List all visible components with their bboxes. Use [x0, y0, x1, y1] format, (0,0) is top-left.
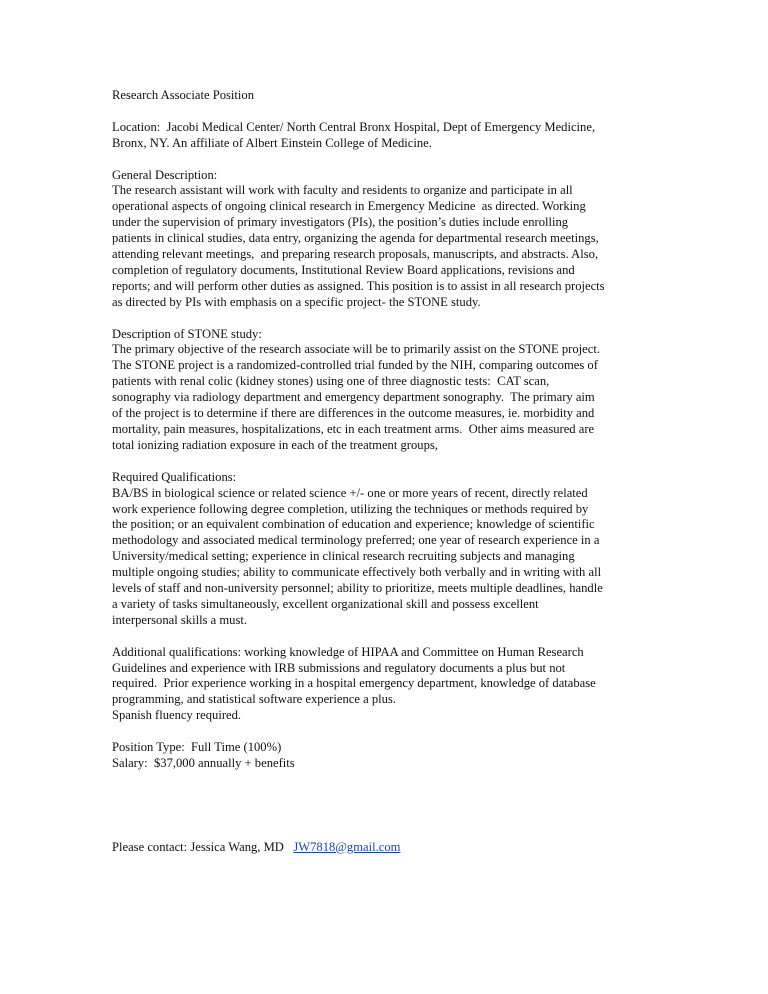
spacer [112, 788, 660, 840]
contact-label: Please contact: Jessica Wang, MD [112, 839, 294, 854]
paragraph-line: as directed by PIs with emphasis on a specific project- the STONE study. [112, 294, 481, 309]
paragraph-line: work experience following degree completion, utilizing the techniques or methods required by [112, 501, 589, 516]
location-line: Location: Jacobi Medical Center/ North Central Bronx Hospital, Dept of Emergency Medicine, [112, 119, 596, 134]
paragraph-line: The research assistant will work with faculty and residents to organize and participate in all [112, 183, 573, 198]
paragraph-line: completion of regulatory documents, Institutional Review Board applications, revisions and [112, 262, 575, 277]
paragraph-line: reports; and will perform other duties as assigned. This position is to assist in all research projects [112, 278, 605, 293]
paragraph-line: mortality, pain measures, hospitalizations, etc in each treatment arms. Other aims measured are [112, 421, 595, 436]
paragraph-line: interpersonal skills a must. [112, 612, 248, 627]
paragraph-line: The primary objective of the research associate will be to primarily assist on the STONE project. [112, 342, 600, 357]
section-heading: Description of STONE study: [112, 326, 262, 341]
paragraph-line: required. Prior experience working in a hospital emergency department, knowledge of database [112, 676, 596, 691]
salary-line: Salary: $37,000 annually + benefits [112, 755, 295, 770]
paragraph-line: total ionizing radiation exposure in each of the treatment groups, [112, 437, 438, 452]
email-link[interactable]: JW7818@gmail.com [293, 839, 401, 854]
paragraph-line: The STONE project is a randomized-controlled trial funded by the NIH, comparing outcomes of [112, 358, 598, 373]
paragraph-line: Guidelines and experience with IRB submissions and regulatory documents a plus but not [112, 660, 566, 675]
document-title [112, 88, 660, 104]
position-type-line: Position Type: Full Time (100%) [112, 740, 282, 755]
paragraph-line: sonography via radiology department and emergency department sonography. The primary aim [112, 390, 595, 405]
stone-study-section [112, 327, 660, 454]
position-details-section [112, 740, 660, 772]
paragraph-line: Additional qualifications: working knowledge of HIPAA and Committee on Human Research [112, 644, 584, 659]
paragraph-line: under the supervision of primary investigators (PIs), the position’s duties include enrolling [112, 215, 569, 230]
paragraph-line: a variety of tasks simultaneously, excellent organizational skill and possess excellent [112, 596, 539, 611]
location-section [112, 120, 660, 152]
required-qualifications-section [112, 470, 660, 629]
paragraph-line: of the project is to determine if there are differences in the outcome measures, ie. morbidity and [112, 406, 595, 421]
paragraph-line: patients in clinical studies, data entry, organizing the agenda for departmental research meetings, [112, 231, 599, 246]
paragraph-line: multiple ongoing studies; ability to communicate effectively both verbally and in writing with all [112, 565, 602, 580]
document-page [112, 88, 660, 856]
location-line: Bronx, NY. An affiliate of Albert Einstein College of Medicine. [112, 135, 432, 150]
paragraph-line: University/medical setting; experience in clinical research recruiting subjects and managing [112, 549, 575, 564]
paragraph-line: attending relevant meetings, and preparing research proposals, manuscripts, and abstracts. Also, [112, 247, 599, 262]
section-heading: Required Qualifications: [112, 469, 237, 484]
title-text: Research Associate Position [112, 88, 255, 102]
section-heading: General Description: [112, 167, 218, 182]
paragraph-line: patients with renal colic (kidney stones) using one of three diagnostic tests: CAT scan, [112, 374, 550, 389]
paragraph-line: programming, and statistical software experience a plus. [112, 692, 396, 707]
additional-qualifications-section [112, 645, 660, 725]
contact-section [112, 840, 660, 856]
paragraph-line: operational aspects of ongoing clinical research in Emergency Medicine as directed. Working [112, 199, 586, 214]
paragraph-line: BA/BS in biological science or related science +/- one or more years of recent, directly related [112, 485, 588, 500]
paragraph-line: Spanish fluency required. [112, 708, 242, 723]
paragraph-line: methodology and associated medical terminology preferred; one year of research experience in a [112, 533, 600, 548]
paragraph-line: the position; or an equivalent combination of education and experience; knowledge of scientific [112, 517, 595, 532]
general-description-section [112, 168, 660, 311]
paragraph-line: levels of staff and non-university personnel; ability to prioritize, meets multiple deadlines, handle [112, 581, 603, 596]
